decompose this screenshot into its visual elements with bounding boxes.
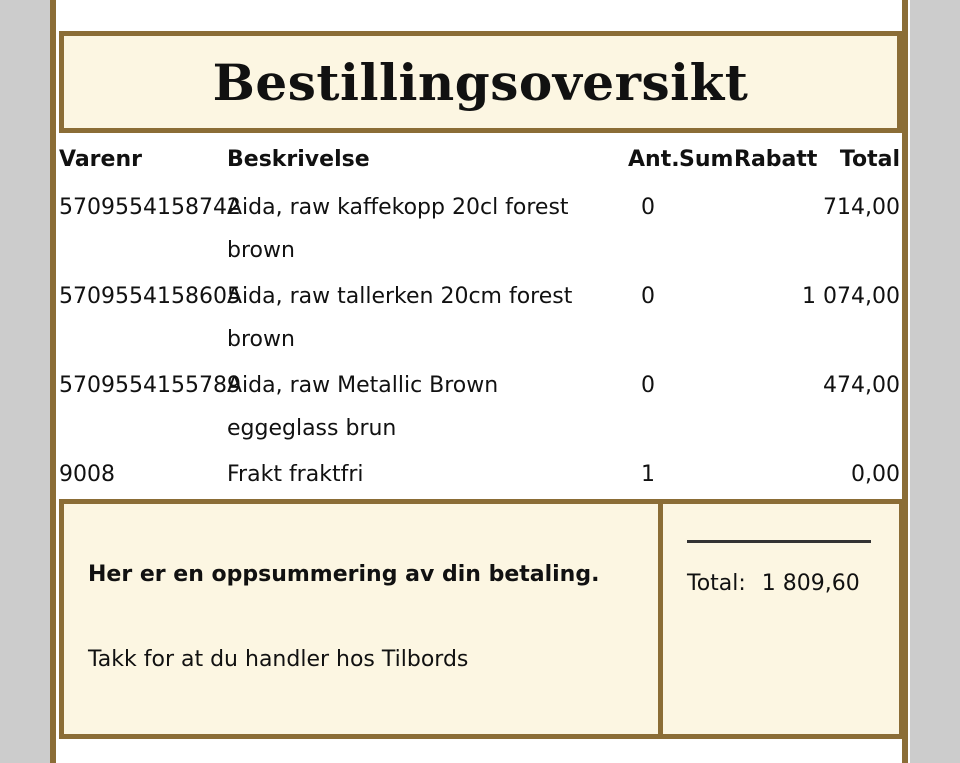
row-ant: 0 [641,284,655,309]
page-title: Bestillingsoversikt [212,52,749,112]
grand-total-label: Total: [687,571,746,596]
summary-message-panel [59,499,663,739]
row-varenr: 5709554155789 [59,373,241,398]
row-total: 714,00 [823,195,900,220]
table-row [59,186,902,275]
row-ant: 0 [641,373,655,398]
total-divider [687,540,871,543]
row-beskrivelse: Frakt fraktfri [227,462,364,487]
table-header-row [59,140,902,186]
title-banner [59,31,902,133]
table-row [59,453,902,499]
grand-total-value: 1 809,60 [761,571,860,596]
table-row [59,275,902,364]
header-ant: Ant. [628,147,680,172]
row-varenr: 5709554158742 [59,195,241,220]
table-row [59,364,902,453]
header-total: Total [839,147,900,172]
grand-total [687,571,860,596]
summary-total-panel [658,499,904,739]
row-ant: 0 [641,195,655,220]
thank-you-text: Takk for at du handler hos Tilbords [88,647,469,672]
header-beskrivelse: Beskrivelse [227,147,370,172]
row-total: 1 074,00 [802,284,900,309]
header-varenr: Varenr [59,147,142,172]
summary-heading: Her er en oppsummering av din betaling. [88,562,600,587]
row-total: 474,00 [823,373,900,398]
row-varenr: 5709554158605 [59,284,241,309]
row-beskrivelse: Aida, raw kaffekopp 20cl forest brown [227,195,569,263]
left-border-rail [50,0,56,763]
header-rabatt: Rabatt [734,147,818,172]
order-table [59,140,902,499]
row-total: 0,00 [851,462,900,487]
row-varenr: 9008 [59,462,115,487]
header-sum: Sum [679,147,734,172]
row-ant: 1 [641,462,655,487]
row-beskrivelse: Aida, raw Metallic Brown eggeglass brun [227,373,499,441]
row-beskrivelse: Aida, raw tallerken 20cm forest brown [227,284,573,352]
